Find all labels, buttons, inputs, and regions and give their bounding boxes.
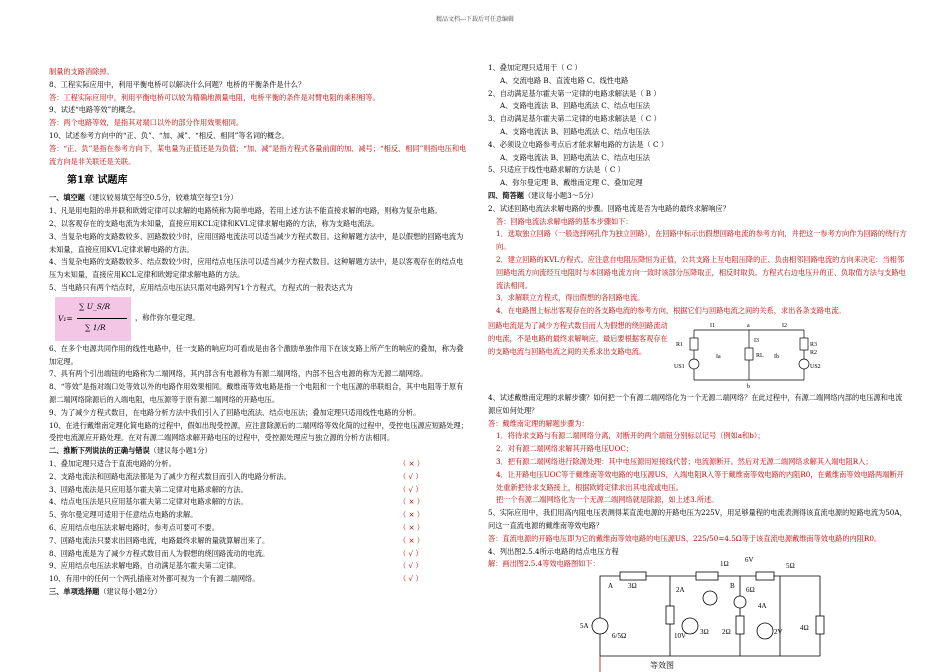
judge-question: 4、结点电压法是只应用基尔霍夫第二定律对电路求解的方法。 xyxy=(49,497,248,507)
judge-item xyxy=(49,496,469,509)
fraction-bar xyxy=(77,318,127,319)
judge-item xyxy=(49,471,469,484)
question-line: 5、实际应用中，我们用高内阻电压表测得某直流电源的开路电压为225V，用足够量程的电流表测得该直流电源的短路电流为50A，问这一直流电源的戴维南等效电路？ xyxy=(488,508,907,530)
label-5ohm: 5Ω xyxy=(786,562,795,570)
question-line: 8、工程实际应用中，利用平衡电桥可以解决什么问题？电桥的平衡条件是什么？ xyxy=(49,79,306,89)
formula-box xyxy=(55,297,131,341)
label-Ib: Ib xyxy=(774,353,779,360)
label-I3: I3 xyxy=(754,337,759,344)
answer-line: 1．将待求支路与有源二端网络分离，对断开的两个端钮分别标以记号（例如a和b）； xyxy=(496,431,765,441)
judge-question: 2、支路电流法和回路电流法都是为了减少方程式数目而引入的电路分析法。 xyxy=(49,471,291,481)
judge-question: 10、有用中的任何一个两孔插座对外都可视为一个有源二端网络。 xyxy=(49,574,260,584)
answer-line: 答：“正、负”是指在参考方向下，某电量为正值还是为负值；“加、减”是指方程式各量前面的加、减号；“相反、相同”则指电压和电流方向是非关联还是关联。 xyxy=(49,143,467,166)
question-line: 2、试述回路电流法求解电路的步骤。回路电流是否为电路的最终求解响应？ xyxy=(488,203,730,213)
mc-options: A、支路电流法 B、回路电流法 C、结点电压法 xyxy=(500,126,650,136)
section-title: 二、推断下列说法的正确与错误 xyxy=(49,446,150,456)
judge-answer: （ √ ） xyxy=(399,561,423,571)
judge-answer: （ × ） xyxy=(399,535,424,545)
circuit-diagram-1 xyxy=(674,320,824,390)
millman-formula xyxy=(49,297,469,341)
answer-line: 答：工程实际应用中，利用平衡电桥可以较为精确地测量电阻，电桥平衡的条件是对臂电阻的乘积相等。 xyxy=(49,92,380,102)
fill-item: 1、凡是用电阻的串并联和欧姆定律可以求解的电路统称为简单电路，若用上述方法不能直接求解的电路，则称为复杂电路。 xyxy=(49,206,442,216)
judge-question: 9、应用结点电压法求解电路，自动满足基尔霍夫第二定律。 xyxy=(49,561,241,571)
answer-line: 回路电流是为了减少方程式数目而人为假想的绕回路流动的电流，不是电路的最终求解响应，最后要根据客观存在的支路电流与回路电流之间的关系求出支路电流。 xyxy=(488,320,668,356)
label-3ohm-b: 3Ω xyxy=(700,628,709,636)
label-2A: 2A xyxy=(676,586,685,594)
judge-question: 6、应用结点电压法求解电路时，参考点可要可不要。 xyxy=(49,522,219,532)
label-R2: R2 xyxy=(810,349,818,356)
fill-item: 2、以客观存在的支路电流为未知量，直接应用KCL定律和KVL定律求解电路的方法，称为支路电流法。 xyxy=(49,218,380,228)
formula-lhs: V₁= xyxy=(58,313,73,323)
fill-item: 8、“等效”是指对端口处等效以外的电路作用效果相同。戴维南等效电路是指一个电阻和一个电压源的串联组合，其中电阻等于原有源二端网络除源后的入端电阻，电压源等于原有源二端网络的开路电压。 xyxy=(49,382,464,404)
figure-caption: 等效图 xyxy=(650,661,674,670)
question-line: 4、列出图2.5.4所示电路的结点电压方程 xyxy=(488,546,619,556)
answer-line: 3．求解联立方程式，得出假想的各回路电流。 xyxy=(496,293,645,303)
judge-item xyxy=(49,522,469,535)
label-US1: US1 xyxy=(674,363,685,370)
answer-line: 2．建立回路的KVL方程式。应注意自电阻压降恒为正值，公共支路上互电阻压降的正、负由相邻回路电流的方向来决定：当相邻回路电流方向流经互电阻时与本回路电流方向一致时该部分压降取正，相反时取负。方程式右边电压升的正、负取值方法与支路电流法相同。 xyxy=(496,254,906,290)
judge-answer: （ × ） xyxy=(399,497,424,507)
question-line: 10、试述参考方向中的“正、负”、“加、减”、“相反、相同”等名词的概念。 xyxy=(49,130,289,140)
label-6V: 6V xyxy=(745,556,754,564)
label-4ohm: 4Ω xyxy=(800,624,809,632)
answer-line: 把一个有源二端网络化为一个无源二端网络就是除源，如上述3.所述。 xyxy=(496,495,719,505)
judge-answer: （ × ） xyxy=(399,522,424,532)
chapter-title: 第1章 试题库 xyxy=(67,175,128,187)
formula-numerator: ∑ U_S/R xyxy=(79,301,111,311)
label-10V: 10V xyxy=(674,632,687,640)
answer-line: 3．把有源二端网络进行除源处理：其中电压源用短接线代替；电流源断开。然后对无源二端网络求解其入端电阻R入； xyxy=(496,456,873,466)
judge-answer: （ √ ） xyxy=(399,471,423,481)
circuit-section xyxy=(488,320,908,390)
top-qa xyxy=(49,66,469,168)
mc-question: 4、必须设立电路参考点后才能求解电路的方法是（ C ） xyxy=(488,139,668,149)
judge-answer: （ × ） xyxy=(399,458,424,468)
judge-answer: （ √ ） xyxy=(399,574,423,584)
label-3ohm: 3Ω xyxy=(628,582,637,590)
label-US2: US2 xyxy=(810,363,821,370)
judge-question: 7、回路电流法只要求出回路电流，电路最终求解的量就算解出来了。 xyxy=(49,535,270,545)
formula-suffix: ，称作弥尔曼定理。 xyxy=(135,313,200,323)
section-note: （建议较易填空每空0.5分，较难填空每空1分） xyxy=(84,193,238,203)
label-B: B xyxy=(730,582,735,590)
judge-question: 3、回路电流法是只应用基尔霍夫第二定律对电路求解的方法。 xyxy=(49,484,248,494)
judge-item xyxy=(49,509,469,522)
label-Ia: Ia xyxy=(716,353,721,360)
judge-answer: （ × ） xyxy=(399,510,424,520)
answer-line: 4．让开路电压UOC等于戴维南等效电路的电压源US，入端电阻R入等于戴维南等效电路的内阻R0，在戴维南等效电路两端断开处重新把待求支路接上，根据欧姆定律求出其电流或电压。 xyxy=(496,469,904,492)
mc-list xyxy=(488,62,908,190)
equivalent-circuit-diagram xyxy=(560,556,840,672)
judge-item xyxy=(49,573,469,586)
text-line: 制量的支路消除掉。 xyxy=(49,67,114,76)
section-note: （建议每小题3～5分） xyxy=(523,190,598,200)
fill-item: 9、为了减少方程式数目，在电路分析方法中我们引入了回路电流法、结点电压法；叠加定理只适用线性电路的分析。 xyxy=(49,407,421,417)
judge-question: 8、回路电流是为了减少方程式数目而人为假想的绕回路流动的电流。 xyxy=(49,548,270,558)
mc-question: 3、自动满足基尔霍夫第二定律的电路求解法是（ C ） xyxy=(488,114,661,124)
judge-item xyxy=(49,535,469,548)
fill-item: 6、在多个电源共同作用的线性电路中，任一支路的响应均可看成是由各个激励单独作用下在该支路上所产生的响应的叠加，称为叠加定理。 xyxy=(49,343,464,366)
label-6ohm: 6Ω xyxy=(746,586,755,594)
fill-item: 3、当复杂电路的支路数较多、回路数较少时，应用回路电流法可以适当减少方程式数目。这种解题方法中，是以假想的回路电流为未知量，直接应用KVL定律求解电路的方法。 xyxy=(49,231,464,254)
mc-question: 1、叠加定理只适用于（ C ） xyxy=(488,63,582,72)
mc-question: 5、只适应于线性电路求解的方法是（ C ） xyxy=(488,165,625,175)
answer-line: 解：画出图2.5.4等效电路图如下： xyxy=(488,559,600,569)
fill-item: 10、在进行戴维南定理化简电路的过程中，假如出现受控源，应注意除源后的二端网络等效化简的过程中，受控电压源应短路处理；受控电流源应开路处理。在对有源二端网络求解开路电压的过程中，受控源处理应与独立源的分析方法相同。 xyxy=(49,420,468,443)
label-b: b xyxy=(747,383,750,390)
section-title: 一、填空题 xyxy=(49,193,85,203)
judge-item xyxy=(49,458,469,471)
mc-options: A、交流电路 B、直流电路 C、线性电路 xyxy=(500,75,629,85)
question-line: 9、试述“电路等效”的概念。 xyxy=(49,105,140,115)
label-R3: R3 xyxy=(810,341,818,348)
section-note: （建议每小题1分） xyxy=(149,446,212,456)
fill-item: 7、具有两个引出端钮的电路称为二端网络，其内部含有电源称为有源二端网络，内部不包含电源的称为无源二端网络。 xyxy=(49,369,428,379)
mc-options: A、支路电流法 B、回路电流法 C、结点电压法 xyxy=(500,101,650,111)
answer-line: 答：回路电流法求解电路的基本步骤如下： xyxy=(496,216,633,226)
judge-item xyxy=(49,560,469,573)
judge-question: 1、叠加定理只适合于直流电路的分析。 xyxy=(49,458,176,468)
label-R1: R1 xyxy=(676,341,684,348)
answer-line: 答：两个电路等效，是指其对端口以外的部分作用效果相同。 xyxy=(49,118,244,128)
answer-line: 2．对有源二端网络求解其开路电压UOC； xyxy=(496,444,634,454)
label-4A: 4A xyxy=(758,602,767,610)
label-a: a xyxy=(747,322,750,329)
label-I1: I1 xyxy=(710,322,715,329)
judge-item xyxy=(49,548,469,561)
formula-denominator: ∑ 1/R xyxy=(85,322,106,332)
judge-answer: （ √ ） xyxy=(399,484,423,494)
judge-list xyxy=(49,458,469,586)
section-note: （建议每小题2分） xyxy=(99,586,162,596)
section-title: 三、单项选择题 xyxy=(49,586,100,596)
mc-options: A、弥尔曼定理 B、戴维南定理 C、叠加定理 xyxy=(500,178,643,188)
page-header: 精品文档---下载后可任意编辑 xyxy=(435,16,515,23)
judge-item xyxy=(49,484,469,497)
right-column xyxy=(488,62,908,571)
answer-line: 1．选取独立回路（一般选择网孔作为独立回路），在回路中标示出假想回路电流的参考方向，并把这一参考方向作为回路的绕行方向。 xyxy=(496,229,907,252)
label-RL: RL xyxy=(756,352,764,359)
judge-answer: （ √ ） xyxy=(399,548,423,558)
mc-question: 2、自动满足基尔霍夫第一定律的电路求解法是（ B ） xyxy=(488,88,661,98)
label-A: A xyxy=(608,582,614,590)
answer-line: 4．在电路图上标出客观存在的各支路电流的参考方向，根据它们与回路电流之间的关系，求出各条支路电流。 xyxy=(496,306,846,316)
answer-line: 答：戴维南定理的解题步骤为： xyxy=(488,418,589,428)
label-2ohm: 2Ω xyxy=(722,628,731,636)
answer-line: 答：直流电源的开路电压即为它的戴维南等效电路的电压源US，225/50=4.5Ω等于该直流电源戴维南等效电路的内阻R0。 xyxy=(488,533,882,543)
judge-question: 5、弥尔曼定理可适用于任意结点电路的求解。 xyxy=(49,510,198,520)
fill-item: 5、当电路只有两个结点时，应用结点电压法只需对电路列写1个方程式，方程式的一般表达式为 xyxy=(49,282,353,292)
label-6-5ohm: 6/5Ω xyxy=(612,632,627,640)
section-title: 四、简答题 xyxy=(488,190,524,200)
question-line: 4、试述戴维南定理的求解步骤？如何把一个有源二端网络化为一个无源二端网络？在此过程中，有源二端网络内部的电压源和电流源应如何处理？ xyxy=(488,392,903,415)
label-I2: I2 xyxy=(782,322,787,329)
left-column xyxy=(49,66,469,599)
label-1ohm: 1Ω xyxy=(720,560,729,568)
label-2V: 2V xyxy=(774,628,783,636)
label-5A: 5A xyxy=(580,622,589,630)
mc-options: A、支路电流法 B、回路电流法 C、结点电压法 xyxy=(500,152,650,162)
fill-item: 4、当复杂电路的支路数较多、结点数较少时，应用结点电压法可以适当减少方程式数目。这种解题方法中，是以客观存在的结点电压为未知量，直接应用KCL定律和欧姆定律求解电路的方法。 xyxy=(49,257,464,280)
